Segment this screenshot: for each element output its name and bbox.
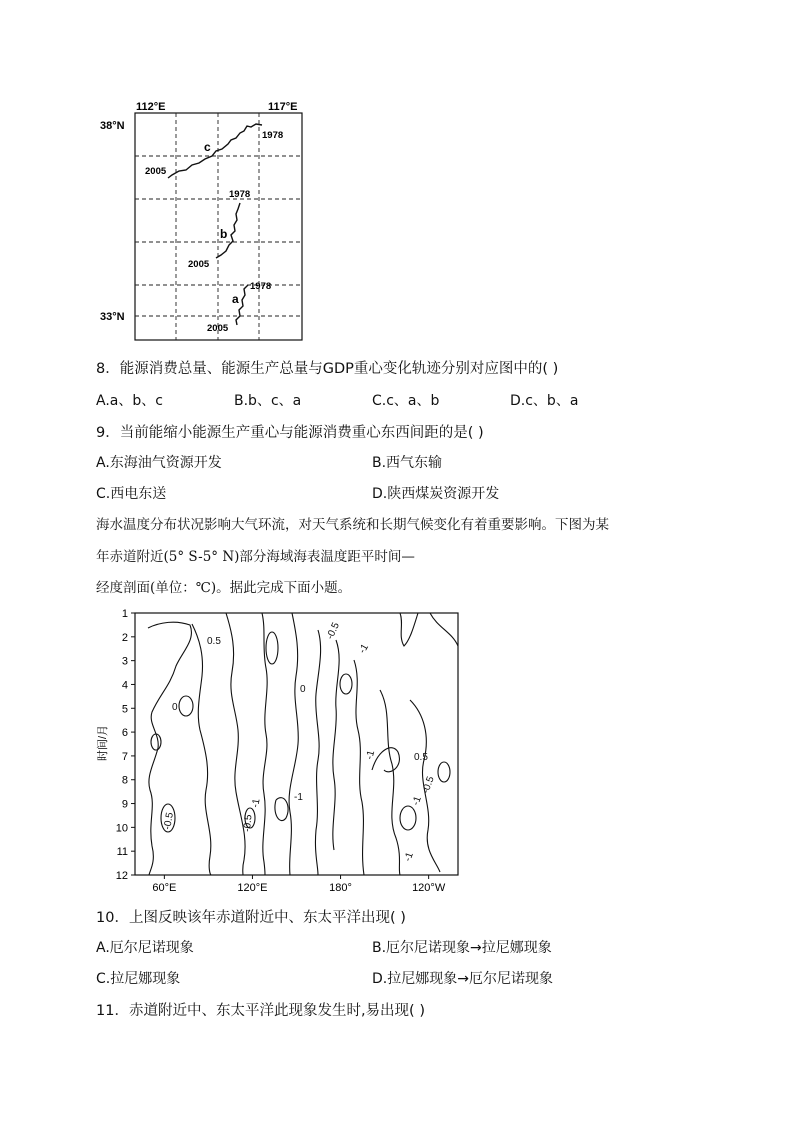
contour-line bbox=[148, 622, 191, 875]
q9-option-c[interactable]: C.西电东送 bbox=[96, 486, 167, 502]
contour-label: 0 bbox=[172, 702, 178, 713]
contour-line bbox=[400, 806, 416, 830]
y-axis-label: 时间/月 bbox=[97, 724, 109, 762]
track-c-end-year: 2005 bbox=[145, 166, 167, 177]
y-tick-label: 10 bbox=[115, 822, 128, 835]
contour-line bbox=[372, 748, 399, 772]
track-c-letter: c bbox=[204, 140, 211, 154]
contour-line bbox=[192, 624, 211, 875]
contour-line bbox=[400, 613, 418, 646]
q11-stem: 11．赤道附近中、东太平洋此现象发生时,易出现( ) bbox=[96, 1003, 425, 1019]
contour-line bbox=[315, 630, 320, 875]
lon-label-east: 117°E bbox=[268, 101, 298, 113]
map-frame bbox=[135, 113, 302, 340]
lat-label-south: 33°N bbox=[100, 311, 125, 323]
y-tick-label: 11 bbox=[116, 846, 128, 859]
q9-stem: 9．当前能缩小能源生产重心与能源消费重心东西间距的是( ) bbox=[96, 425, 484, 441]
contour-line bbox=[438, 762, 450, 782]
y-tick-label: 7 bbox=[121, 750, 128, 763]
passage-line-1: 海水温度分布状况影响大气环流，对天气系统和长期气候变化有着重要影响。下图为某 bbox=[96, 517, 609, 533]
contour-label: -1 bbox=[294, 792, 303, 803]
passage-line-2: 年赤道附近(5° S-5° N)部分海域海表温度距平时间— bbox=[96, 549, 415, 565]
y-tick-label: 5 bbox=[121, 703, 128, 716]
y-tick-label: 6 bbox=[121, 727, 128, 740]
sst-anomaly-contour-chart bbox=[90, 600, 470, 895]
contour-lines bbox=[148, 613, 458, 875]
q8-option-b[interactable]: B.b、c、a bbox=[234, 393, 302, 409]
center-of-gravity-map bbox=[95, 95, 315, 345]
contour-line bbox=[380, 690, 400, 875]
contour-line bbox=[151, 734, 161, 750]
q8-option-d[interactable]: D.c、b、a bbox=[510, 393, 579, 409]
track-c-start-year: 1978 bbox=[262, 130, 284, 141]
q10-option-c[interactable]: C.拉尼娜现象 bbox=[96, 971, 181, 987]
contour-label: -1 bbox=[250, 797, 263, 809]
contour-line bbox=[289, 613, 298, 875]
contour-line bbox=[340, 674, 352, 694]
contour-line bbox=[275, 798, 288, 821]
contour-line bbox=[226, 613, 245, 875]
y-tick-label: 3 bbox=[121, 655, 128, 668]
contour-label: -0.5 bbox=[420, 775, 437, 796]
y-tick-label: 4 bbox=[121, 679, 128, 692]
y-tick-label: 8 bbox=[121, 774, 128, 787]
track-b-start-year: 1978 bbox=[229, 189, 251, 200]
q10-option-d[interactable]: D.拉尼娜现象→厄尔尼诺现象 bbox=[372, 971, 553, 987]
y-tick-label: 12 bbox=[115, 870, 128, 882]
q8-option-c[interactable]: C.c、a、b bbox=[372, 393, 440, 409]
contour-line bbox=[354, 660, 364, 875]
q8-option-a[interactable]: A.a、b、c bbox=[96, 393, 163, 409]
passage-line-3: 经度剖面(单位：℃)。据此完成下面小题。 bbox=[96, 580, 352, 596]
y-tick-label: 9 bbox=[121, 798, 128, 811]
contour-label: -0.5 bbox=[324, 620, 343, 642]
contour-label: -1 bbox=[402, 850, 416, 864]
q8-stem: 8．能源消费总量、能源生产总量与GDP重心变化轨迹分别对应图中的( ) bbox=[96, 361, 559, 377]
track-c-path bbox=[168, 124, 262, 178]
x-tick-label: 180° bbox=[329, 882, 352, 894]
q9-option-d[interactable]: D.陕西煤炭资源开发 bbox=[372, 486, 500, 502]
y-tick-label: 1 bbox=[121, 608, 128, 620]
track-a-letter: a bbox=[232, 292, 239, 306]
map-grid bbox=[135, 113, 302, 340]
y-tick-label: 2 bbox=[121, 631, 128, 644]
q9-option-b[interactable]: B.西气东输 bbox=[372, 455, 443, 471]
contour-label: 0 bbox=[300, 684, 306, 695]
q10-stem: 10．上图反映该年赤道附近中、东太平洋出现( ) bbox=[96, 910, 406, 926]
contour-label: -0.5 bbox=[162, 811, 176, 831]
contour-line bbox=[430, 613, 458, 646]
contour-label: -1 bbox=[410, 794, 424, 808]
y-axis-ticks bbox=[116, 608, 135, 882]
contour-label: 0.5 bbox=[414, 752, 428, 763]
q10-option-b[interactable]: B.厄尔尼诺现象→拉尼娜现象 bbox=[372, 940, 552, 956]
x-tick-label: 120°W bbox=[412, 882, 446, 894]
contour-label: 0.5 bbox=[207, 636, 221, 647]
q9-option-a[interactable]: A.东海油气资源开发 bbox=[96, 455, 222, 471]
contour-line bbox=[179, 696, 193, 716]
x-axis-ticks bbox=[152, 875, 445, 894]
x-tick-label: 60°E bbox=[152, 882, 177, 894]
track-a-end-year: 2005 bbox=[207, 323, 229, 334]
track-b-end-year: 2005 bbox=[188, 259, 210, 270]
contour-line bbox=[333, 640, 339, 850]
contour-label: -1 bbox=[364, 749, 378, 761]
x-tick-label: 120°E bbox=[237, 882, 268, 894]
lat-label-north: 38°N bbox=[100, 120, 125, 132]
track-b-letter: b bbox=[220, 227, 228, 241]
contour-label: -1 bbox=[357, 642, 372, 656]
q10-option-a[interactable]: A.厄尔尼诺现象 bbox=[96, 940, 194, 956]
contour-label: -0.5 bbox=[242, 814, 255, 833]
contour-line bbox=[266, 632, 278, 664]
track-a-start-year: 1978 bbox=[250, 281, 272, 292]
lon-label-west: 112°E bbox=[136, 101, 166, 113]
